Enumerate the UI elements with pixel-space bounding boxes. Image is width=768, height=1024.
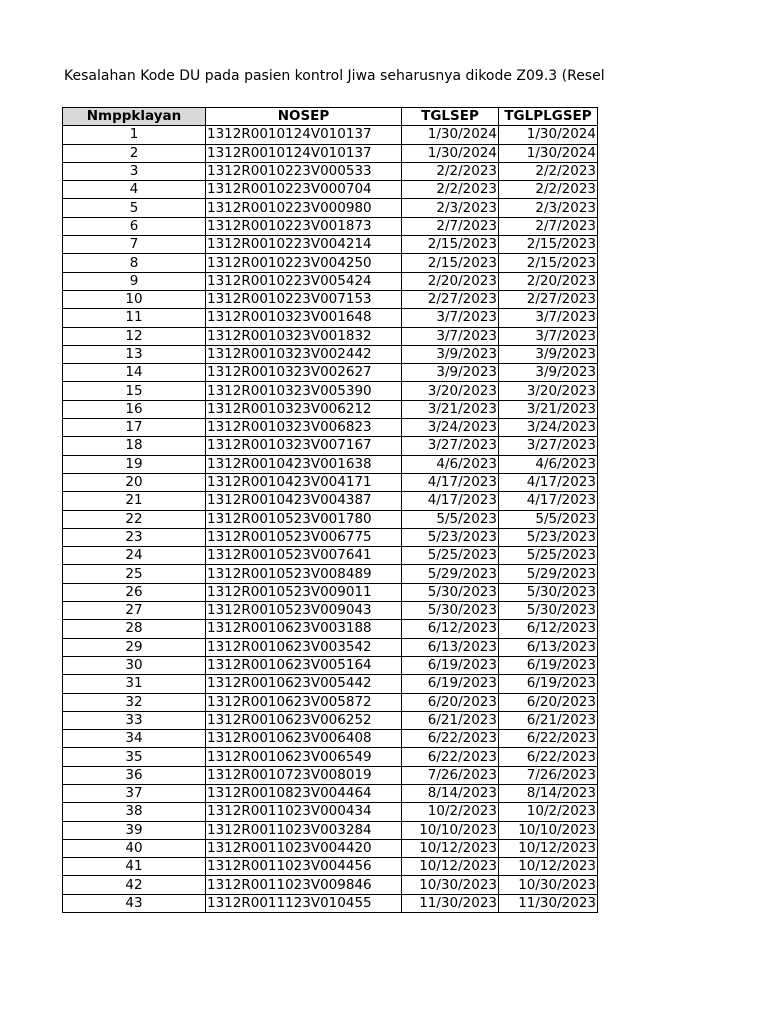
tglsep-cell[interactable]: 6/21/2023 [402,711,499,729]
row-number-cell[interactable]: 4 [63,181,206,199]
nosep-cell[interactable]: 1312R0010423V004387 [206,492,402,510]
nosep-cell[interactable]: 1312R0010223V004250 [206,254,402,272]
nosep-cell[interactable]: 1312R0010124V010137 [206,126,402,144]
table-row [63,199,598,217]
nosep-cell[interactable]: 1312R0010723V008019 [206,766,402,784]
table-row [63,620,598,638]
tglsep-cell[interactable]: 11/30/2023 [402,894,499,912]
sheet-title: Kesalahan Kode DU pada pasien kontrol Jiwa seharusnya dikode Z09.3 (Resel [64,68,605,84]
row-number-cell[interactable]: 20 [63,473,206,491]
tglsep-cell[interactable]: 1/30/2024 [402,144,499,162]
row-number-cell[interactable]: 30 [63,656,206,674]
row-number-cell[interactable]: 19 [63,455,206,473]
nosep-cell[interactable]: 1312R0010124V010137 [206,144,402,162]
table-row [63,547,598,565]
tglplgsep-cell[interactable]: 3/21/2023 [499,400,598,418]
nosep-cell[interactable]: 1312R0010223V007153 [206,290,402,308]
table-row [63,419,598,437]
tglplgsep-cell[interactable]: 10/12/2023 [499,858,598,876]
tglplgsep-cell[interactable]: 6/20/2023 [499,693,598,711]
tglsep-cell[interactable]: 2/15/2023 [402,254,499,272]
tglplgsep-cell[interactable]: 2/20/2023 [499,272,598,290]
row-number-cell[interactable]: 33 [63,711,206,729]
nosep-cell[interactable]: 1312R0010323V006823 [206,419,402,437]
tglplgsep-cell[interactable]: 3/9/2023 [499,345,598,363]
row-number-cell[interactable]: 16 [63,400,206,418]
table-row [63,602,598,620]
tglplgsep-cell[interactable]: 2/27/2023 [499,290,598,308]
nosep-cell[interactable]: 1312R0010423V001638 [206,455,402,473]
table-row [63,656,598,674]
nosep-cell[interactable]: 1312R0010523V009043 [206,602,402,620]
tglplgsep-cell[interactable]: 2/7/2023 [499,217,598,235]
table-row [63,894,598,912]
tglsep-cell[interactable]: 6/22/2023 [402,730,499,748]
tglsep-cell[interactable]: 10/30/2023 [402,876,499,894]
row-number-cell[interactable]: 39 [63,821,206,839]
tglsep-cell[interactable]: 3/7/2023 [402,309,499,327]
tglplgsep-cell[interactable]: 6/19/2023 [499,656,598,674]
tglplgsep-cell[interactable]: 2/2/2023 [499,181,598,199]
tglsep-cell[interactable]: 3/9/2023 [402,345,499,363]
tglplgsep-cell[interactable]: 3/7/2023 [499,327,598,345]
header-row [63,108,598,126]
tglplgsep-cell[interactable]: 6/19/2023 [499,675,598,693]
tglplgsep-cell[interactable]: 3/27/2023 [499,437,598,455]
tglsep-cell[interactable]: 6/22/2023 [402,748,499,766]
row-number-cell[interactable]: 6 [63,217,206,235]
row-number-cell[interactable]: 9 [63,272,206,290]
tglsep-cell[interactable]: 6/20/2023 [402,693,499,711]
tglplgsep-cell[interactable]: 6/22/2023 [499,730,598,748]
table-row [63,730,598,748]
tglplgsep-cell[interactable]: 1/30/2024 [499,126,598,144]
row-number-cell[interactable]: 18 [63,437,206,455]
tglplgsep-cell[interactable]: 4/17/2023 [499,492,598,510]
nosep-cell[interactable]: 1312R0010523V006775 [206,528,402,546]
row-number-cell[interactable]: 36 [63,766,206,784]
table-row [63,290,598,308]
table-row [63,858,598,876]
tglsep-cell[interactable]: 3/9/2023 [402,364,499,382]
tglplgsep-cell[interactable]: 5/5/2023 [499,510,598,528]
table-row [63,144,598,162]
nosep-cell[interactable]: 1312R0010323V002442 [206,345,402,363]
table-row [63,327,598,345]
tglsep-cell[interactable]: 4/17/2023 [402,473,499,491]
table-row [63,382,598,400]
tglsep-cell[interactable]: 5/23/2023 [402,528,499,546]
row-number-cell[interactable]: 10 [63,290,206,308]
nosep-cell[interactable]: 1312R0010323V001832 [206,327,402,345]
nosep-cell[interactable]: 1312R0010623V005872 [206,693,402,711]
tglplgsep-cell[interactable]: 3/7/2023 [499,309,598,327]
table-row [63,803,598,821]
row-number-cell[interactable]: 32 [63,693,206,711]
tglsep-cell[interactable]: 6/19/2023 [402,675,499,693]
tglsep-cell[interactable]: 3/21/2023 [402,400,499,418]
table-row [63,162,598,180]
nosep-cell[interactable]: 1312R0011123V010455 [206,894,402,912]
header-tglplgsep[interactable]: TGLPLGSEP [499,108,598,126]
row-number-cell[interactable]: 25 [63,565,206,583]
tglsep-cell[interactable]: 2/20/2023 [402,272,499,290]
nosep-cell[interactable]: 1312R0010623V006252 [206,711,402,729]
nosep-cell[interactable]: 1312R0010223V005424 [206,272,402,290]
tglplgsep-cell[interactable]: 5/30/2023 [499,602,598,620]
nosep-cell[interactable]: 1312R0010523V008489 [206,565,402,583]
table-row [63,272,598,290]
nosep-cell[interactable]: 1312R0010423V004171 [206,473,402,491]
tglplgsep-cell[interactable]: 2/15/2023 [499,254,598,272]
table-row [63,821,598,839]
table-row [63,784,598,802]
nosep-cell[interactable]: 1312R0010223V000533 [206,162,402,180]
tglplgsep-cell[interactable]: 10/10/2023 [499,821,598,839]
row-number-cell[interactable]: 13 [63,345,206,363]
tglplgsep-cell[interactable]: 8/14/2023 [499,784,598,802]
tglplgsep-cell[interactable]: 10/30/2023 [499,876,598,894]
nosep-cell[interactable]: 1312R0010523V007641 [206,547,402,565]
tglsep-cell[interactable]: 6/13/2023 [402,638,499,656]
row-number-cell[interactable]: 21 [63,492,206,510]
tglplgsep-cell[interactable]: 4/17/2023 [499,473,598,491]
row-number-cell[interactable]: 11 [63,309,206,327]
row-number-cell[interactable]: 22 [63,510,206,528]
nosep-cell[interactable]: 1312R0011023V009846 [206,876,402,894]
row-number-cell[interactable]: 29 [63,638,206,656]
nosep-cell[interactable]: 1312R0011023V004420 [206,839,402,857]
tglplgsep-cell[interactable]: 6/21/2023 [499,711,598,729]
row-number-cell[interactable]: 8 [63,254,206,272]
nosep-cell[interactable]: 1312R0010223V001873 [206,217,402,235]
table-row [63,528,598,546]
header-nmppklayan[interactable]: Nmppklayan [63,108,206,126]
tglsep-cell[interactable]: 2/15/2023 [402,236,499,254]
tglplgsep-cell[interactable]: 2/15/2023 [499,236,598,254]
tglsep-cell[interactable]: 10/12/2023 [402,858,499,876]
row-number-cell[interactable]: 23 [63,528,206,546]
data-table [62,107,598,913]
tglsep-cell[interactable]: 2/27/2023 [402,290,499,308]
nosep-cell[interactable]: 1312R0011023V003284 [206,821,402,839]
nosep-cell[interactable]: 1312R0010323V002627 [206,364,402,382]
nosep-cell[interactable]: 1312R0010323V006212 [206,400,402,418]
tglplgsep-cell[interactable]: 5/30/2023 [499,583,598,601]
row-number-cell[interactable]: 14 [63,364,206,382]
nosep-cell[interactable]: 1312R0010623V005442 [206,675,402,693]
tglplgsep-cell[interactable]: 10/12/2023 [499,839,598,857]
row-number-cell[interactable]: 17 [63,419,206,437]
tglplgsep-cell[interactable]: 6/22/2023 [499,748,598,766]
tglsep-cell[interactable]: 4/6/2023 [402,455,499,473]
tglplgsep-cell[interactable]: 4/6/2023 [499,455,598,473]
row-number-cell[interactable]: 28 [63,620,206,638]
tglsep-cell[interactable]: 5/5/2023 [402,510,499,528]
row-number-cell[interactable]: 41 [63,858,206,876]
nosep-cell[interactable]: 1312R0010223V000704 [206,181,402,199]
tglsep-cell[interactable]: 3/7/2023 [402,327,499,345]
table-row [63,766,598,784]
table-row [63,400,598,418]
nosep-cell[interactable]: 1312R0010623V006549 [206,748,402,766]
row-number-cell[interactable]: 38 [63,803,206,821]
tglplgsep-cell[interactable]: 7/26/2023 [499,766,598,784]
tglsep-cell[interactable]: 10/10/2023 [402,821,499,839]
tglsep-cell[interactable]: 10/2/2023 [402,803,499,821]
tglplgsep-cell[interactable]: 3/9/2023 [499,364,598,382]
tglplgsep-cell[interactable]: 2/3/2023 [499,199,598,217]
table-row [63,693,598,711]
nosep-cell[interactable]: 1312R0010623V005164 [206,656,402,674]
row-number-cell[interactable]: 7 [63,236,206,254]
tglplgsep-cell[interactable]: 11/30/2023 [499,894,598,912]
table-row [63,675,598,693]
row-number-cell[interactable]: 24 [63,547,206,565]
tglsep-cell[interactable]: 3/27/2023 [402,437,499,455]
nosep-cell[interactable]: 1312R0010523V009011 [206,583,402,601]
tglsep-cell[interactable]: 3/24/2023 [402,419,499,437]
row-number-cell[interactable]: 35 [63,748,206,766]
table-row [63,638,598,656]
tglsep-cell[interactable]: 5/30/2023 [402,602,499,620]
table-row [63,217,598,235]
table-row [63,345,598,363]
header-nosep[interactable]: NOSEP [206,108,402,126]
tglplgsep-cell[interactable]: 3/24/2023 [499,419,598,437]
table-row [63,309,598,327]
table-row [63,181,598,199]
nosep-cell[interactable]: 1312R0010323V005390 [206,382,402,400]
table-row [63,748,598,766]
tglsep-cell[interactable]: 5/29/2023 [402,565,499,583]
table-row [63,583,598,601]
tglsep-cell[interactable]: 6/19/2023 [402,656,499,674]
table-row [63,364,598,382]
table-row [63,711,598,729]
tglsep-cell[interactable]: 2/2/2023 [402,162,499,180]
nosep-cell[interactable]: 1312R0010623V003542 [206,638,402,656]
table-row [63,565,598,583]
row-number-cell[interactable]: 3 [63,162,206,180]
row-number-cell[interactable]: 42 [63,876,206,894]
nosep-cell[interactable]: 1312R0011023V004456 [206,858,402,876]
row-number-cell[interactable]: 15 [63,382,206,400]
nosep-cell[interactable]: 1312R0011023V000434 [206,803,402,821]
tglsep-cell[interactable]: 4/17/2023 [402,492,499,510]
tglsep-cell[interactable]: 5/30/2023 [402,583,499,601]
nosep-cell[interactable]: 1312R0010323V007167 [206,437,402,455]
tglplgsep-cell[interactable]: 10/2/2023 [499,803,598,821]
tglplgsep-cell[interactable]: 2/2/2023 [499,162,598,180]
nosep-cell[interactable]: 1312R0010823V004464 [206,784,402,802]
tglsep-cell[interactable]: 2/3/2023 [402,199,499,217]
row-number-cell[interactable]: 2 [63,144,206,162]
nosep-cell[interactable]: 1312R0010223V000980 [206,199,402,217]
table-row [63,236,598,254]
tglplgsep-cell[interactable]: 1/30/2024 [499,144,598,162]
row-number-cell[interactable]: 40 [63,839,206,857]
row-number-cell[interactable]: 34 [63,730,206,748]
row-number-cell[interactable]: 43 [63,894,206,912]
nosep-cell[interactable]: 1312R0010623V006408 [206,730,402,748]
tglplgsep-cell[interactable]: 5/29/2023 [499,565,598,583]
table-row [63,473,598,491]
tglsep-cell[interactable]: 2/7/2023 [402,217,499,235]
nosep-cell[interactable]: 1312R0010623V003188 [206,620,402,638]
table-row [63,839,598,857]
row-number-cell[interactable]: 5 [63,199,206,217]
row-number-cell[interactable]: 12 [63,327,206,345]
nosep-cell[interactable]: 1312R0010523V001780 [206,510,402,528]
table-row [63,876,598,894]
row-number-cell[interactable]: 26 [63,583,206,601]
tglsep-cell[interactable]: 2/2/2023 [402,181,499,199]
tglplgsep-cell[interactable]: 5/25/2023 [499,547,598,565]
tglplgsep-cell[interactable]: 6/12/2023 [499,620,598,638]
tglsep-cell[interactable]: 1/30/2024 [402,126,499,144]
tglsep-cell[interactable]: 5/25/2023 [402,547,499,565]
table-row [63,437,598,455]
tglplgsep-cell[interactable]: 5/23/2023 [499,528,598,546]
row-number-cell[interactable]: 37 [63,784,206,802]
row-number-cell[interactable]: 31 [63,675,206,693]
row-number-cell[interactable]: 1 [63,126,206,144]
tglplgsep-cell[interactable]: 3/20/2023 [499,382,598,400]
tglsep-cell[interactable]: 3/20/2023 [402,382,499,400]
table-row [63,455,598,473]
tglsep-cell[interactable]: 7/26/2023 [402,766,499,784]
row-number-cell[interactable]: 27 [63,602,206,620]
header-tglsep[interactable]: TGLSEP [402,108,499,126]
nosep-cell[interactable]: 1312R0010223V004214 [206,236,402,254]
tglsep-cell[interactable]: 6/12/2023 [402,620,499,638]
table-row [63,510,598,528]
tglplgsep-cell[interactable]: 6/13/2023 [499,638,598,656]
nosep-cell[interactable]: 1312R0010323V001648 [206,309,402,327]
table-row [63,126,598,144]
tglsep-cell[interactable]: 8/14/2023 [402,784,499,802]
table-row [63,492,598,510]
table-row [63,254,598,272]
tglsep-cell[interactable]: 10/12/2023 [402,839,499,857]
